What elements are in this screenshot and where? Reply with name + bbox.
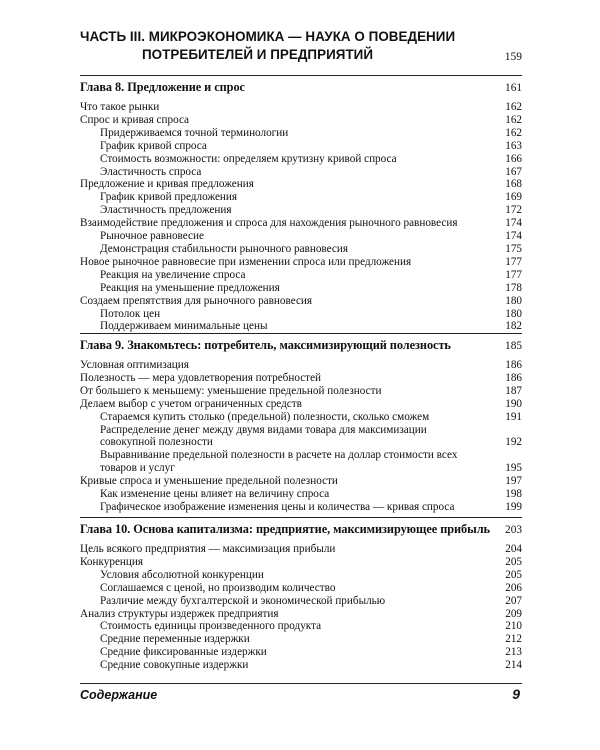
part-page-number: 159	[504, 51, 522, 63]
footer-rule	[80, 683, 522, 684]
chapter-title: Глава 10. Основа капитализма: предприятие, максимизирующее прибыль	[80, 522, 491, 536]
toc-entry-title: Новое рыночное равновесие при изменении спроса или предложения	[80, 255, 412, 268]
chapter-title: Глава 9. Знакомьтесь: потребитель, максимизирующий полезность	[80, 338, 451, 352]
toc-subentry[interactable]	[80, 595, 522, 608]
toc-entry-page: 186	[505, 371, 522, 384]
toc-entry-page: 175	[505, 242, 522, 255]
toc-entry[interactable]	[80, 385, 522, 398]
toc-subentry[interactable]	[80, 243, 522, 256]
part-title-line1: ЧАСТЬ III. МИКРОЭКОНОМИКА — НАУКА О ПОВЕДЕНИИ	[80, 29, 456, 44]
toc-entry-page: 163	[505, 139, 522, 152]
chapter-9-heading[interactable]	[80, 334, 522, 356]
toc-entry-title: Цель всякого предприятия — максимизация прибыли	[80, 543, 336, 555]
toc-subentry[interactable]	[80, 140, 522, 153]
toc-entry-title: Придерживаемся точной терминологии	[100, 126, 289, 139]
toc-entry-page: 174	[505, 230, 522, 243]
toc-entry-page: 210	[505, 620, 522, 633]
toc-entry-page: 180	[505, 307, 522, 320]
toc-subentry[interactable]	[80, 646, 522, 659]
toc-entry[interactable]	[80, 398, 522, 411]
toc-entry-page: 162	[505, 113, 522, 126]
toc-subentry[interactable]	[80, 269, 522, 282]
toc-entry-page: 206	[505, 581, 522, 594]
chapter-9-entries	[80, 359, 522, 514]
toc-entry-page: 209	[505, 607, 522, 620]
toc-entry-title: Условия абсолютной конкуренции	[100, 568, 264, 581]
toc-entry-page: 187	[505, 384, 522, 397]
toc-entry-page: 214	[505, 659, 522, 672]
toc-entry-title: Стараемся купить столько (предельной) полезности, сколько сможем	[100, 410, 430, 423]
toc-entry-page: 162	[505, 101, 522, 113]
part-heading	[80, 28, 520, 64]
toc-subentry[interactable]	[80, 620, 522, 633]
toc-entry-page: 205	[505, 555, 522, 568]
toc-entry-page: 178	[505, 281, 522, 294]
toc-subentry[interactable]	[80, 282, 522, 295]
toc-entry-page: 177	[505, 255, 522, 268]
toc-subentry[interactable]	[80, 424, 522, 450]
toc-entry[interactable]	[80, 114, 522, 127]
toc-entry-title: Кривые спроса и уменьшение предельной полезности	[80, 475, 338, 488]
toc-entry[interactable]	[80, 475, 522, 488]
toc-entry-title: Что такое рынки	[80, 101, 160, 113]
toc-entry-page: 205	[505, 568, 522, 581]
toc-subentry[interactable]	[80, 308, 522, 321]
toc-entry-title: Поддерживаем минимальные цены	[100, 320, 268, 333]
toc-subentry[interactable]	[80, 501, 522, 514]
toc-entry-page: 191	[505, 410, 522, 423]
toc-entry-title: Стоимость возможности: определяем крутизну кривой спроса	[100, 152, 397, 165]
chapter-10-heading[interactable]	[80, 518, 522, 540]
chapter-title: Глава 8. Предложение и спрос	[80, 80, 245, 94]
toc-entry[interactable]	[80, 178, 522, 191]
chapter-8	[80, 76, 522, 333]
toc-subentry[interactable]	[80, 153, 522, 166]
toc-entry-title: Различие между бухгалтерской и экономической прибылью	[100, 594, 386, 607]
toc-entry-title: Выравнивание предельной полезности в расчете на доллар стоимости всех товаров и услуг	[100, 449, 458, 475]
toc-entry-page: 212	[505, 633, 522, 646]
toc-entry-title: Эластичность предложения	[100, 204, 232, 217]
toc-subentry[interactable]	[80, 633, 522, 646]
toc-entry-page: 186	[505, 359, 522, 371]
chapter-8-entries	[80, 101, 522, 333]
chapter-10-entries	[80, 543, 522, 672]
toc-subentry[interactable]	[80, 488, 522, 501]
toc-entry-page: 180	[505, 294, 522, 307]
toc-entry-page: 169	[505, 191, 522, 204]
toc-entry-title: Как изменение цены влияет на величину спроса	[100, 488, 330, 501]
toc-entry-title: Предложение и кривая предложения	[80, 178, 254, 191]
toc-entry-title: Условная оптимизация	[80, 359, 189, 371]
toc-entry-page: 168	[505, 178, 522, 191]
toc-entry-page: 172	[505, 204, 522, 217]
toc-entry-page: 198	[505, 488, 522, 501]
chapter-10	[80, 518, 522, 672]
toc-subentry[interactable]	[80, 320, 522, 333]
footer-page-number: 9	[512, 686, 520, 702]
footer-section-label: Содержание	[80, 688, 158, 702]
toc-entry-page: 190	[505, 397, 522, 410]
toc-entry-page: 192	[505, 436, 522, 449]
toc-entry-page: 197	[505, 475, 522, 488]
toc-entry-title: Взаимодействие предложения и спроса для нахождения рыночного равновесия	[80, 217, 458, 230]
toc-entry-title: От большего к меньшему: уменьшение предельной полезности	[80, 384, 382, 397]
toc-entry-title: Создаем препятствия для рыночного равновесия	[80, 294, 313, 307]
toc-subentry[interactable]	[80, 166, 522, 179]
toc-entry-title: Рыночное равновесие	[100, 230, 204, 243]
toc-subentry[interactable]	[80, 127, 522, 140]
toc-subentry[interactable]	[80, 411, 522, 424]
toc-subentry[interactable]	[80, 204, 522, 217]
toc-entry-title: Полезность — мера удовлетворения потребностей	[80, 371, 322, 384]
toc-entry-title: Распределение денег между двумя видами товара для максимизации совокупной полезности	[100, 423, 427, 449]
toc-entry[interactable]	[80, 543, 522, 556]
toc-entry-page: 213	[505, 646, 522, 659]
toc-entry-title: Потолок цен	[100, 307, 161, 320]
toc-entry-page: 182	[505, 320, 522, 333]
toc-entry-title: Соглашаемся с ценой, но производим количество	[100, 581, 336, 594]
toc-subentry[interactable]	[80, 582, 522, 595]
chapter-9	[80, 334, 522, 514]
toc-entry-title: Реакция на уменьшение предложения	[100, 281, 280, 294]
toc-entry-title: Средние совокупные издержки	[100, 659, 249, 672]
toc-entry[interactable]	[80, 556, 522, 569]
toc-entry[interactable]	[80, 372, 522, 385]
toc-subentry[interactable]	[80, 191, 522, 204]
toc-entry-title: Стоимость единицы произведенного продукта	[100, 620, 322, 633]
toc-entry-title: Демонстрация стабильности рыночного равновесия	[100, 242, 348, 255]
toc-entry-page: 195	[505, 462, 522, 475]
toc-entry-title: График кривой спроса	[100, 139, 207, 152]
toc-entry-page: 204	[505, 543, 522, 555]
toc-entry-page: 199	[505, 500, 522, 513]
toc-entry[interactable]	[80, 295, 522, 308]
toc-entry-title: Анализ структуры издержек предприятия	[80, 607, 279, 620]
toc-subentry[interactable]	[80, 569, 522, 582]
toc-entry[interactable]	[80, 608, 522, 621]
toc-entry[interactable]	[80, 101, 522, 114]
toc-entry-title: Средние фиксированные издержки	[100, 646, 267, 659]
toc-entry-title: Эластичность спроса	[100, 165, 202, 178]
toc-entry-page: 167	[505, 165, 522, 178]
toc-entry-title: Спрос и кривая спроса	[80, 113, 190, 126]
toc-entry-title: Графическое изображение изменения цены и количества — кривая спроса	[100, 500, 455, 513]
toc-entry[interactable]	[80, 256, 522, 269]
toc-entry-page: 174	[505, 217, 522, 230]
toc-entry-page: 177	[505, 268, 522, 281]
toc-subentry[interactable]	[80, 659, 522, 672]
toc-entry-title: Делаем выбор с учетом ограниченных средств	[80, 397, 302, 410]
toc-entry-title: График кривой предложения	[100, 191, 238, 204]
chapter-page-number: 185	[505, 340, 522, 352]
toc-entry-title: Конкуренция	[80, 555, 144, 568]
toc-entry-page: 162	[505, 126, 522, 139]
chapter-page-number: 161	[505, 82, 522, 94]
part-title-line2: ПОТРЕБИТЕЛЕЙ И ПРЕДПРИЯТИЙ	[142, 47, 374, 62]
toc-subentry[interactable]	[80, 230, 522, 243]
toc-entry[interactable]	[80, 359, 522, 372]
toc-entry-title: Реакция на увеличение спроса	[100, 268, 246, 281]
toc-subentry[interactable]	[80, 449, 522, 475]
toc-entry[interactable]	[80, 217, 522, 230]
toc-entry-title: Средние переменные издержки	[100, 633, 250, 646]
chapter-page-number: 203	[505, 524, 522, 536]
toc-entry-page: 166	[505, 152, 522, 165]
chapter-8-heading[interactable]	[80, 76, 522, 98]
toc-entry-page: 207	[505, 594, 522, 607]
